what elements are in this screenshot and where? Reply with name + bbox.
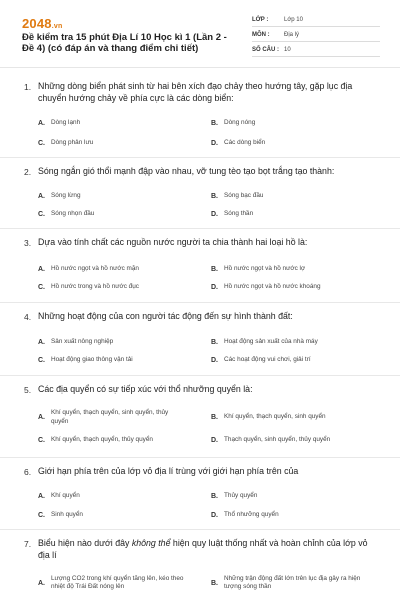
option-letter: A. (38, 338, 45, 346)
answer-option[interactable] (211, 432, 384, 450)
answer-option[interactable] (38, 432, 211, 450)
answer-option[interactable] (38, 487, 211, 507)
option-text: Các hoạt động vui chơi, giải trí (224, 356, 311, 364)
meta-key: MÔN : (252, 32, 270, 38)
answer-option[interactable] (211, 507, 384, 524)
option-letter: D. (211, 357, 218, 364)
answer-option[interactable] (38, 112, 211, 134)
option-letter: B. (211, 414, 218, 421)
option-text: Dòng nóng (224, 118, 256, 126)
option-text: Sóng lừng (51, 192, 81, 200)
option-text: Khí quyển, thạch quyển, sinh quyển, thủy quyển (51, 409, 169, 425)
option-text: Sinh quyển (51, 510, 83, 518)
answer-option[interactable] (211, 487, 384, 507)
question-list (0, 78, 400, 600)
answer-option[interactable] (211, 332, 384, 353)
option-letter: C. (38, 511, 45, 519)
answer-option[interactable] (38, 259, 211, 280)
answer-option[interactable] (38, 507, 211, 524)
question-item (0, 530, 400, 600)
question-number: 3. (24, 238, 32, 248)
option-text: Dòng lạnh (51, 118, 81, 126)
site-logo[interactable] (22, 16, 62, 31)
question-item (0, 458, 400, 530)
option-letter: A. (38, 193, 45, 200)
exam-meta-panel (252, 14, 380, 59)
option-letter: D. (211, 139, 218, 147)
option-text: Các dòng biển (224, 138, 266, 146)
meta-row-subject (252, 29, 380, 42)
question-text-part: Biểu hiện nào dưới đây (38, 538, 132, 548)
option-text: Thủy quyển (224, 492, 258, 500)
option-text: Hoạt động sản xuất của nhà máy (224, 337, 318, 345)
question-text-part: hiện quy luật thống nhất và hoàn chỉnh của lớp vỏ địa lí (38, 538, 368, 560)
option-text: Hồ nước ngọt và hồ nước khoáng (224, 283, 321, 291)
meta-value: Lớp 10 (284, 17, 303, 23)
answer-option[interactable] (38, 332, 211, 353)
answer-option[interactable] (211, 259, 384, 280)
answer-option[interactable] (38, 280, 211, 296)
question-text-emphasis: không thể (131, 538, 171, 548)
question-text: Những dòng biển phát sinh từ hai bên xích đạo chảy theo hướng tây, gặp lục địa chuyển hướng chảy về phía cực là các dòng biển: (38, 81, 353, 103)
answer-option[interactable] (211, 187, 384, 207)
answer-option[interactable] (211, 569, 384, 597)
option-text: Lượng CO2 trong khí quyển tăng lên, kéo theo nhiệt độ Trái Đất nóng lên (51, 574, 184, 590)
logo-suffix: .vn (51, 23, 63, 30)
question-number: 1. (24, 82, 32, 92)
meta-row-class (252, 14, 380, 27)
page-header (0, 0, 400, 68)
answer-option[interactable] (38, 569, 211, 597)
option-text: Những trận động đất lớn trên lục địa gây ra hiện tượng sóng thần (224, 574, 361, 590)
option-text: Hồ nước trong và hồ nước đục (51, 283, 139, 291)
option-text: Sóng bạc đầu (224, 192, 264, 200)
question-number: 4. (24, 312, 32, 322)
option-letter: A. (38, 119, 45, 127)
option-text: Khí quyển, thạch quyển, sinh quyển (224, 413, 326, 421)
option-text: Thạch quyển, sinh quyển, thủy quyển (224, 436, 331, 444)
question-number: 7. (24, 539, 32, 549)
option-text: Dòng phản lưu (51, 138, 94, 146)
meta-value: 10 (284, 47, 291, 53)
question-item (0, 158, 400, 229)
option-letter: C. (38, 211, 45, 218)
logo-main: 2048 (22, 16, 52, 31)
option-letter: D. (211, 511, 218, 519)
option-text: Hồ nước ngọt và hồ nước mặn (51, 264, 139, 272)
question-text: Giới hạn phía trên của lớp vỏ địa lí trùng với giới hạn phía trên của (38, 466, 299, 476)
option-letter: B. (211, 579, 218, 587)
option-text: Hoạt động giao thông vận tải (51, 356, 133, 364)
meta-key: SỐ CÂU : (252, 47, 279, 53)
answer-option[interactable] (211, 134, 384, 152)
option-letter: C. (38, 357, 45, 364)
answer-option[interactable] (211, 353, 384, 369)
option-letter: B. (211, 193, 218, 200)
option-letter: D. (211, 211, 218, 218)
answer-option[interactable] (211, 404, 384, 432)
option-text: Khí quyển, thạch quyển, thủy quyển (51, 436, 153, 444)
option-text: Hồ nước ngọt và hồ nước lợ (224, 264, 306, 272)
answer-option[interactable] (38, 134, 211, 152)
answer-option[interactable] (211, 280, 384, 296)
meta-row-question-count (252, 44, 380, 57)
question-number: 6. (24, 467, 32, 477)
exam-title: Đề kiểm tra 15 phút Địa Lí 10 Học kì 1 (Lần 2 - Đề 4) (có đáp án và thang điểm chi tiết) (22, 32, 227, 54)
option-letter: D. (211, 437, 218, 444)
answer-option[interactable] (38, 404, 211, 432)
option-letter: B. (211, 338, 218, 346)
option-text: Sản xuất nông nghiệp (51, 337, 114, 345)
question-text (38, 538, 378, 561)
meta-value: Địa lý (284, 32, 300, 38)
answer-option[interactable] (38, 187, 211, 207)
option-letter: A. (38, 265, 45, 273)
question-item (0, 303, 400, 376)
option-letter: B. (211, 265, 218, 273)
option-text: Sóng nhọn đầu (51, 210, 95, 218)
answer-option[interactable] (38, 353, 211, 369)
option-letter: C. (38, 284, 45, 291)
option-letter: C. (38, 437, 45, 444)
question-number: 2. (24, 167, 32, 177)
option-letter: A. (38, 579, 45, 587)
option-letter: B. (211, 493, 218, 500)
question-text: Những hoạt động của con người tác động đến sự hình thành đất: (38, 311, 293, 321)
option-letter: A. (38, 493, 45, 500)
question-text: Dựa vào tính chất các nguồn nước người ta chia thành hai loại hồ là: (38, 237, 308, 247)
question-item (0, 376, 400, 458)
question-item (0, 78, 400, 158)
option-letter: A. (38, 414, 45, 421)
option-letter: D. (211, 284, 218, 291)
option-text: Thổ nhưỡng quyển (224, 510, 279, 518)
option-letter: C. (38, 139, 45, 147)
question-number: 5. (24, 385, 32, 395)
question-text: Các địa quyển có sự tiếp xúc với thổ nhưỡng quyển là: (38, 384, 253, 394)
option-text: Sóng thần (224, 210, 254, 218)
answer-option[interactable] (211, 112, 384, 134)
answer-option[interactable] (211, 207, 384, 223)
answer-option[interactable] (38, 207, 211, 223)
option-text: Khí quyển (51, 492, 80, 500)
question-item (0, 229, 400, 303)
option-letter: B. (211, 119, 218, 127)
meta-key: LỚP : (252, 17, 269, 23)
question-text: Sóng ngắn gió thổi mạnh đập vào nhau, vỡ tung tèo tạo bọt trắng tạo thành: (38, 166, 335, 176)
